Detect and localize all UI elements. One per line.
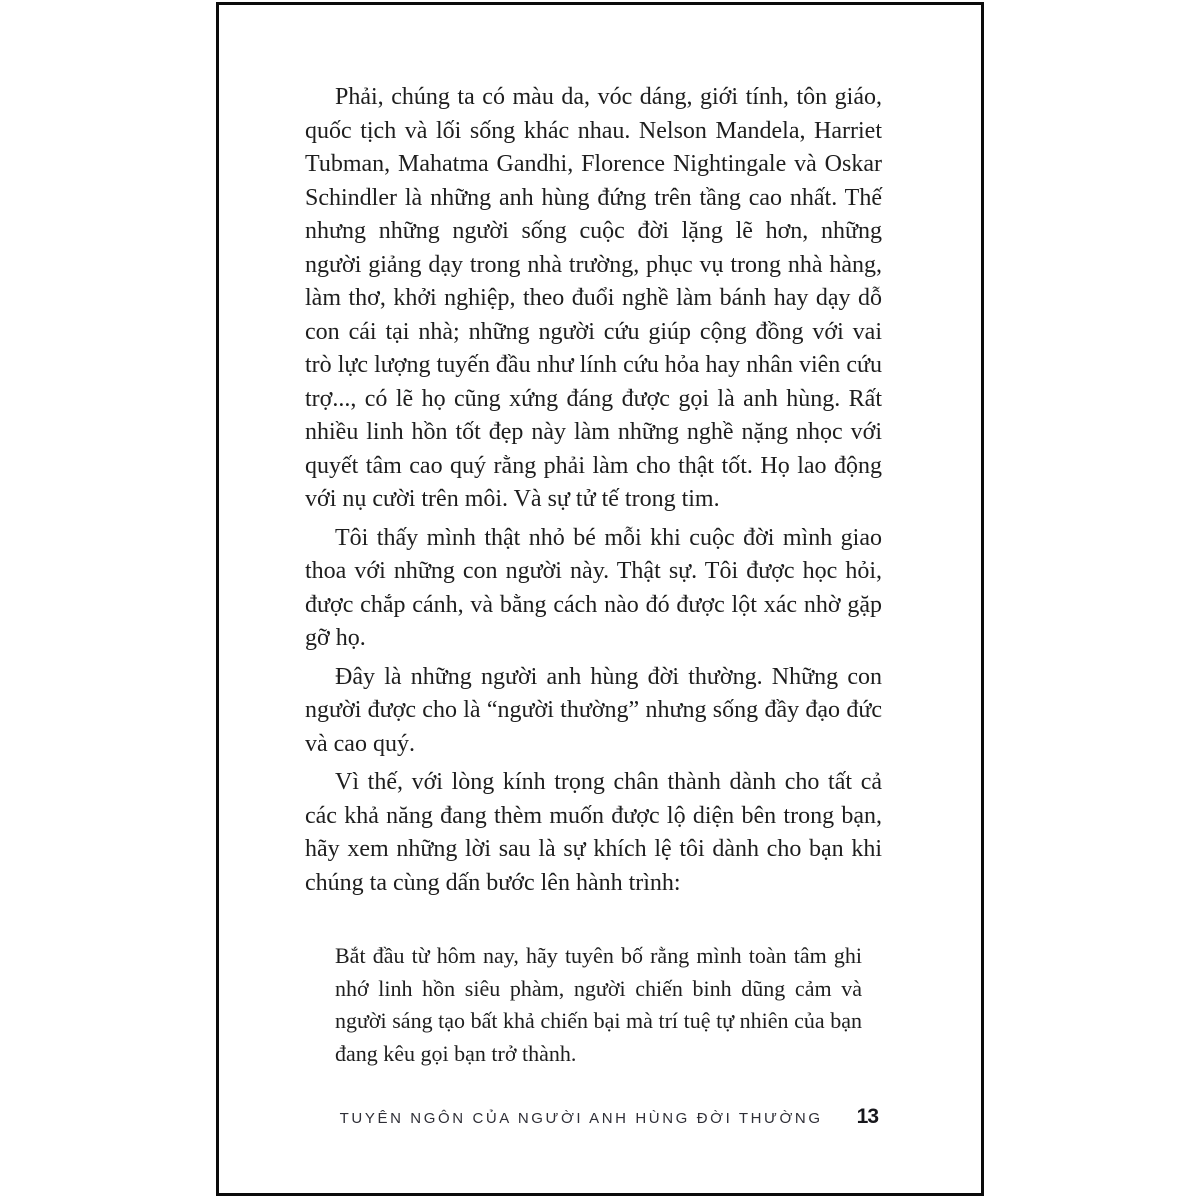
block-quote: Bắt đầu từ hôm nay, hãy tuyên bố rằng mình toàn tâm ghi nhớ linh hồn siêu phàm, người chiến binh dũng cảm và người sáng tạo bất khả chiến bại mà trí tuệ tự nhiên của bạn đang kêu gọi bạn trở thành.	[335, 943, 862, 1066]
running-title: TUYÊN NGÔN CỦA NGƯỜI ANH HÙNG ĐỜI THƯỜNG	[339, 1110, 823, 1127]
page-number: 13	[856, 1105, 878, 1128]
paragraph: Đây là những người anh hùng đời thường. Những con người được cho là “người thường” nhưng sống đầy đạo đức và cao quý.	[305, 663, 882, 757]
page-body	[305, 81, 882, 1070]
page-frame	[216, 2, 984, 1196]
paragraph: Phải, chúng ta có màu da, vóc dáng, giới tính, tôn giáo, quốc tịch và lối sống khác nhau. Nelson Mandela, Harriet Tubman, Mahatma Gandhi, Florence Nightingale và Oskar Schindler là những anh hùng đứng trên tầng cao nhất. Thế nhưng những người sống cuộc đời lặng lẽ hơn, những người giảng dạy trong nhà trường, phục vụ trong nhà hàng, làm thơ, khởi nghiệp, theo đuổi nghề làm bánh hay dạy dỗ con cái tại nhà; những người cứu giúp cộng đồng với vai trò lực lượng tuyến đầu như lính cứu hỏa hay nhân viên cứu trợ..., có lẽ họ cũng xứng đáng được gọi là anh hùng. Rất nhiều linh hồn tốt đẹp này làm những nghề nặng nhọc với quyết tâm cao quý rằng phải làm cho thật tốt. Họ lao động với nụ cười trên môi. Và sự tử tế trong tim.	[305, 84, 882, 512]
paragraph: Vì thế, với lòng kính trọng chân thành dành cho tất cả các khả năng đang thèm muốn được lộ diện bên trong bạn, hãy xem những lời sau là sự khích lệ tôi dành cho bạn khi chúng ta cùng dấn bước lên hành trình:	[305, 769, 882, 896]
paragraph: Tôi thấy mình thật nhỏ bé mỗi khi cuộc đời mình giao thoa với những con người này. Thật sự. Tôi được học hỏi, được chắp cánh, và bằng cách nào đó được lột xác nhờ gặp gỡ họ.	[305, 524, 882, 651]
page-footer	[340, 1105, 878, 1129]
